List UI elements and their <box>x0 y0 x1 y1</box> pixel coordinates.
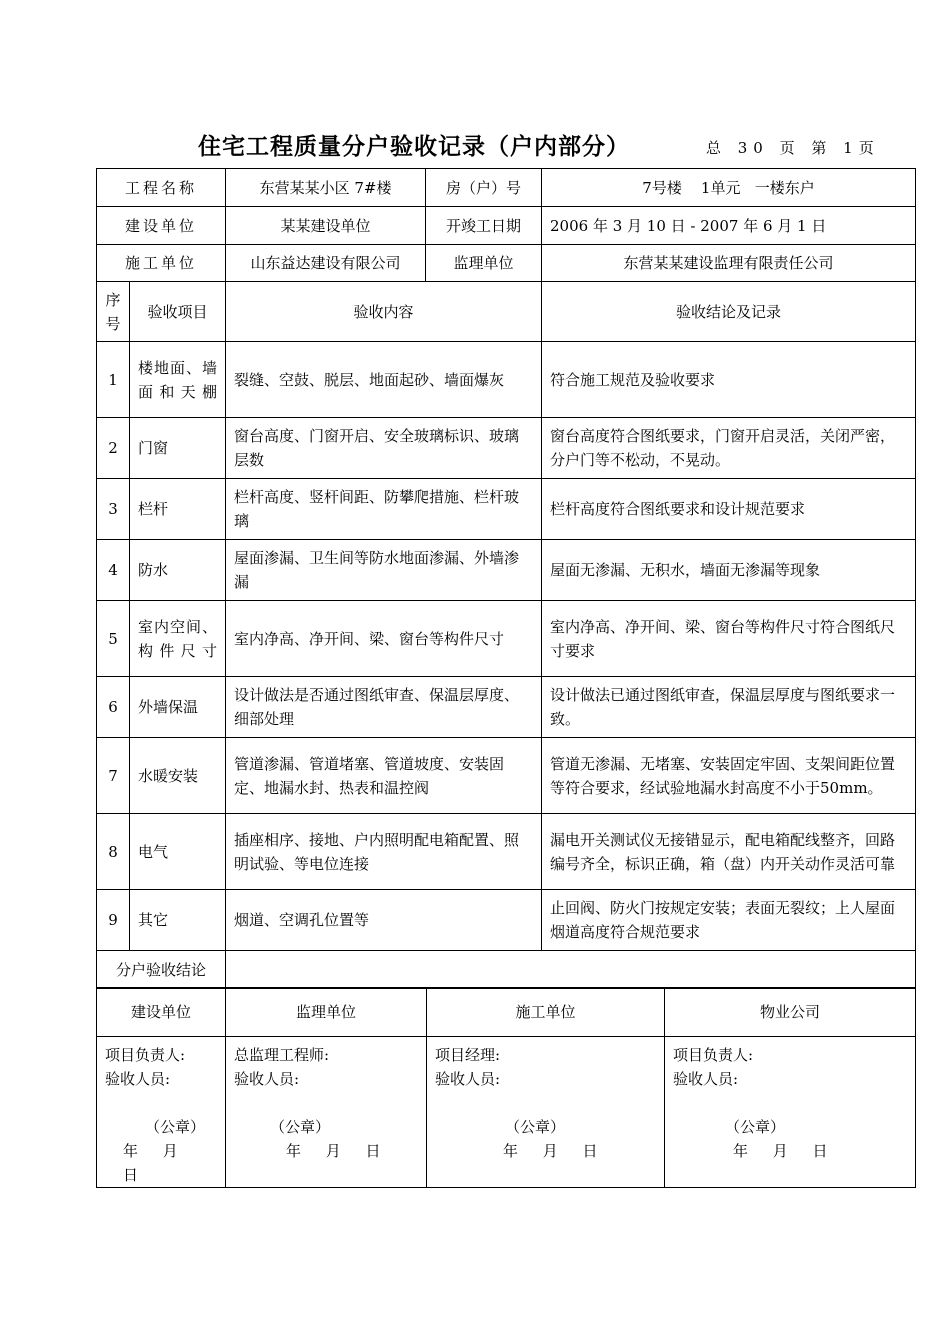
info-label: 监理单位 <box>426 245 542 282</box>
info-label: 施工单位 <box>97 245 226 282</box>
row-number: 3 <box>97 479 130 540</box>
table-row <box>97 342 916 418</box>
table-row <box>97 738 916 814</box>
row-number: 2 <box>97 418 130 479</box>
row-number: 5 <box>97 601 130 677</box>
info-label: 建设单位 <box>97 207 226 245</box>
table-row <box>97 479 916 540</box>
seal-label: （公章） <box>725 1118 786 1136</box>
info-value: 2006 年 3 月 10 日 - 2007 年 6 月 1 日 <box>542 207 916 245</box>
signoff-table <box>96 987 916 1188</box>
row-number: 1 <box>97 342 130 418</box>
item-header: 验收项目 <box>130 282 226 342</box>
info-value: 东营某某小区 7#楼 <box>226 169 426 207</box>
conclusion-row <box>97 951 916 989</box>
row-item: 室内空间、构件尺寸 <box>130 601 226 677</box>
signoff-line: 总监理工程师: <box>234 1046 330 1064</box>
row-result: 窗台高度符合图纸要求，门窗开启灵活，关闭严密，分户门等不松动，不晃动。 <box>542 418 916 479</box>
row-result: 设计做法已通过图纸审查，保温层厚度与图纸要求一致。 <box>542 677 916 738</box>
signoff-line: 验收人员: <box>435 1070 501 1088</box>
row-item: 外墙保温 <box>130 677 226 738</box>
content-header: 验收内容 <box>226 282 542 342</box>
row-item: 防水 <box>130 540 226 601</box>
table-row <box>97 677 916 738</box>
info-row <box>97 245 916 282</box>
table-row <box>97 418 916 479</box>
conclusion-value <box>226 951 916 989</box>
row-item: 电气 <box>130 814 226 890</box>
row-item: 楼地面、墙面和天棚 <box>130 342 226 418</box>
signoff-header: 建设单位 <box>97 988 226 1037</box>
signoff-header: 监理单位 <box>226 988 427 1037</box>
seal-label: （公章） <box>145 1118 206 1136</box>
column-header-row <box>97 282 916 342</box>
row-result: 管道无渗漏、无堵塞、安装固定牢固、支架间距位置等符合要求，经试验地漏水封高度不小于50mm。 <box>542 738 916 814</box>
info-value: 东营某某建设监理有限责任公司 <box>542 245 916 282</box>
info-row <box>97 169 916 207</box>
info-value: 山东益达建设有限公司 <box>226 245 426 282</box>
row-item: 其它 <box>130 890 226 951</box>
date-label: 年 月 日 <box>123 1142 188 1184</box>
date-label: 年 月 日 <box>733 1142 838 1160</box>
row-content: 设计做法是否通过图纸审查、保温层厚度、细部处理 <box>226 677 542 738</box>
row-number: 7 <box>97 738 130 814</box>
date-label: 年 月 日 <box>286 1142 391 1160</box>
row-content: 管道渗漏、管道堵塞、管道坡度、安装固定、地漏水封、热表和温控阀 <box>226 738 542 814</box>
inspection-table <box>96 168 916 989</box>
signoff-line: 验收人员: <box>673 1070 739 1088</box>
signoff-cell <box>97 1037 226 1188</box>
info-value: 某某建设单位 <box>226 207 426 245</box>
document-title: 住宅工程质量分户验收记录（户内部分） <box>198 133 630 160</box>
seq-header: 序号 <box>97 282 130 342</box>
result-header: 验收结论及记录 <box>542 282 916 342</box>
seal-label: （公章） <box>505 1118 566 1136</box>
row-number: 9 <box>97 890 130 951</box>
row-content: 裂缝、空鼓、脱层、地面起砂、墙面爆灰 <box>226 342 542 418</box>
signoff-line: 验收人员: <box>105 1070 171 1088</box>
signoff-row <box>97 1037 916 1188</box>
row-content: 栏杆高度、竖杆间距、防攀爬措施、栏杆玻璃 <box>226 479 542 540</box>
signoff-line: 项目负责人: <box>105 1046 186 1064</box>
signoff-cell <box>427 1037 665 1188</box>
signoff-header: 施工单位 <box>427 988 665 1037</box>
row-content: 室内净高、净开间、梁、窗台等构件尺寸 <box>226 601 542 677</box>
signoff-header: 物业公司 <box>665 988 916 1037</box>
row-content: 插座相序、接地、户内照明配电箱配置、照明试验、等电位连接 <box>226 814 542 890</box>
info-label: 开竣工日期 <box>426 207 542 245</box>
signoff-header-row <box>97 988 916 1037</box>
table-row <box>97 814 916 890</box>
info-value: 7号楼 1单元 一楼东户 <box>542 169 916 207</box>
row-content: 烟道、空调孔位置等 <box>226 890 542 951</box>
row-item: 栏杆 <box>130 479 226 540</box>
row-item: 水暖安装 <box>130 738 226 814</box>
info-row <box>97 207 916 245</box>
info-label: 房（户）号 <box>426 169 542 207</box>
row-result: 符合施工规范及验收要求 <box>542 342 916 418</box>
signoff-cell <box>665 1037 916 1188</box>
row-number: 6 <box>97 677 130 738</box>
signoff-line: 验收人员: <box>234 1070 300 1088</box>
info-label: 工程名称 <box>97 169 226 207</box>
title-row <box>96 128 914 164</box>
row-content: 屋面渗漏、卫生间等防水地面渗漏、外墙渗漏 <box>226 540 542 601</box>
signoff-cell <box>226 1037 427 1188</box>
seal-label: （公章） <box>270 1118 331 1136</box>
page-count: 总 30 页 第 1页 <box>706 139 880 157</box>
date-label: 年 月 日 <box>503 1142 608 1160</box>
row-result: 屋面无渗漏、无积水，墙面无渗漏等现象 <box>542 540 916 601</box>
row-result: 止回阀、防火门按规定安装；表面无裂纹；上人屋面烟道高度符合规范要求 <box>542 890 916 951</box>
table-row <box>97 890 916 951</box>
row-result: 漏电开关测试仪无接错显示，配电箱配线整齐，回路编号齐全，标识正确，箱（盘）内开关动作灵活可靠 <box>542 814 916 890</box>
signoff-line: 项目经理: <box>435 1046 501 1064</box>
row-content: 窗台高度、门窗开启、安全玻璃标识、玻璃层数 <box>226 418 542 479</box>
table-row <box>97 540 916 601</box>
conclusion-label: 分户验收结论 <box>97 951 226 989</box>
row-number: 8 <box>97 814 130 890</box>
signoff-line: 项目负责人: <box>673 1046 754 1064</box>
table-row <box>97 601 916 677</box>
row-number: 4 <box>97 540 130 601</box>
row-result: 室内净高、净开间、梁、窗台等构件尺寸符合图纸尺寸要求 <box>542 601 916 677</box>
row-result: 栏杆高度符合图纸要求和设计规范要求 <box>542 479 916 540</box>
row-item: 门窗 <box>130 418 226 479</box>
